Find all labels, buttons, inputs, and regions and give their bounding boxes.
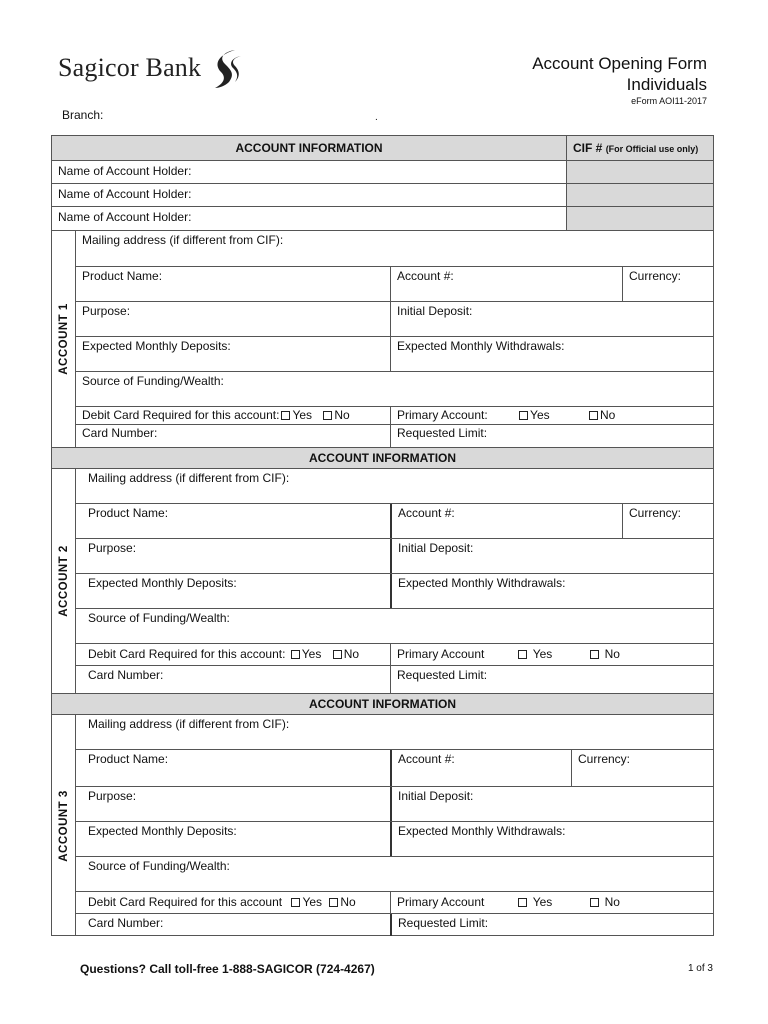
product-row [76, 750, 713, 787]
account-number-field[interactable]: Account #: [390, 750, 571, 786]
mailing-address-field[interactable]: Mailing address (if different from CIF): [82, 233, 284, 247]
primary-yes-checkbox[interactable] [518, 898, 527, 907]
account-2-section [76, 469, 713, 694]
account-number-field[interactable]: Account #: [390, 267, 622, 301]
holder-row-1 [52, 161, 713, 184]
form-title-block [532, 53, 707, 107]
debit-no-checkbox[interactable] [333, 650, 342, 659]
primary-yes-checkbox[interactable] [518, 650, 527, 659]
debit-no-checkbox[interactable] [329, 898, 338, 907]
debit-yes-label: Yes [292, 408, 313, 422]
primary-yes-label: Yes [530, 408, 550, 422]
debit-card-label: Debit Card Required for this account [88, 895, 283, 909]
product-row [76, 504, 713, 539]
eform-code: eForm AOI11-2017 [631, 96, 707, 106]
account-3-side-label: ACCOUNT 3 [52, 715, 76, 936]
primary-account-question [390, 407, 713, 424]
initial-deposit-field[interactable]: Initial Deposit: [390, 787, 713, 821]
sagicor-s-icon [205, 46, 249, 90]
currency-field[interactable]: Currency: [571, 750, 713, 786]
debit-no-checkbox[interactable] [323, 411, 332, 420]
account-1-side-label: ACCOUNT 1 [52, 231, 76, 448]
form-subtitle: Individuals [626, 75, 707, 94]
monthly-withdrawals-field[interactable]: Expected Monthly Withdrawals: [390, 822, 713, 856]
debit-row [76, 407, 713, 425]
monthly-withdrawals-field[interactable]: Expected Monthly Withdrawals: [390, 574, 713, 608]
debit-row [76, 892, 713, 914]
account-2-header: ACCOUNT INFORMATION [52, 448, 713, 469]
primary-no-checkbox[interactable] [590, 898, 599, 907]
initial-deposit-field[interactable]: Initial Deposit: [390, 302, 713, 336]
account-info-header-row [52, 136, 713, 161]
account-3-header: ACCOUNT INFORMATION [52, 694, 713, 715]
primary-account-question [390, 892, 713, 913]
primary-account-question [390, 644, 713, 665]
primary-no-label: No [599, 408, 616, 422]
account-3-section [76, 715, 713, 936]
bank-logo [58, 46, 249, 90]
debit-yes-label: Yes [302, 895, 323, 909]
debit-card-question [76, 644, 390, 665]
card-row [76, 666, 713, 694]
product-name-field[interactable]: Product Name: [88, 752, 169, 766]
source-of-funding-field[interactable]: Source of Funding/Wealth: [82, 374, 224, 388]
debit-card-label: Debit Card Required for this account: [88, 647, 286, 661]
debit-card-question [76, 892, 390, 913]
monthly-deposits-field[interactable]: Expected Monthly Deposits: [88, 824, 237, 838]
primary-yes-checkbox[interactable] [519, 411, 528, 420]
debit-card-question [76, 407, 390, 424]
mailing-row [76, 715, 713, 750]
debit-no-label: No [334, 408, 350, 422]
branch-field-mark: . [375, 112, 378, 123]
requested-limit-field[interactable]: Requested Limit: [390, 914, 713, 936]
bank-name: Sagicor Bank [58, 53, 202, 82]
debit-card-label: Debit Card Required for this account: [82, 408, 280, 422]
purpose-row [76, 302, 713, 337]
primary-no-label: No [604, 647, 620, 661]
debit-row [76, 644, 713, 666]
card-number-field[interactable]: Card Number: [88, 668, 164, 682]
debit-no-label: No [340, 895, 356, 909]
requested-limit-field[interactable]: Requested Limit: [390, 666, 713, 693]
holder-name-field-1[interactable]: Name of Account Holder: [58, 164, 192, 178]
footer-contact: Questions? Call toll-free 1-888-SAGICOR (724-4267) [80, 962, 375, 976]
primary-no-label: No [604, 895, 620, 909]
purpose-field[interactable]: Purpose: [82, 304, 131, 318]
source-row [76, 857, 713, 892]
cif-note: (For Official use only) [605, 144, 699, 154]
monthly-row [76, 822, 713, 857]
currency-field[interactable]: Currency: [622, 504, 713, 538]
debit-no-label: No [343, 647, 360, 661]
product-name-field[interactable]: Product Name: [82, 269, 163, 283]
holder-row-3 [52, 207, 713, 231]
card-row [76, 425, 713, 448]
monthly-row [76, 574, 713, 609]
debit-yes-checkbox[interactable] [281, 411, 290, 420]
card-number-field[interactable]: Card Number: [88, 916, 164, 930]
primary-no-checkbox[interactable] [589, 411, 598, 420]
source-row [76, 609, 713, 644]
monthly-deposits-field[interactable]: Expected Monthly Deposits: [88, 576, 237, 590]
mailing-row [76, 231, 713, 267]
monthly-row [76, 337, 713, 372]
purpose-field[interactable]: Purpose: [88, 789, 137, 803]
mailing-address-field[interactable]: Mailing address (if different from CIF): [88, 717, 290, 731]
source-of-funding-field[interactable]: Source of Funding/Wealth: [88, 611, 230, 625]
cif-field-2 [566, 184, 713, 206]
product-name-field[interactable]: Product Name: [88, 506, 169, 520]
debit-yes-label: Yes [301, 647, 322, 661]
monthly-withdrawals-field[interactable]: Expected Monthly Withdrawals: [390, 337, 713, 371]
cif-field-3 [566, 207, 713, 230]
holder-name-field-2[interactable]: Name of Account Holder: [58, 187, 192, 201]
primary-account-label: Primary Account [397, 647, 485, 661]
cif-header [566, 136, 713, 160]
account-opening-form [51, 135, 714, 936]
page-number: 1 of 3 [687, 963, 713, 974]
primary-account-label: Primary Account [397, 895, 485, 909]
monthly-deposits-field[interactable]: Expected Monthly Deposits: [82, 339, 231, 353]
purpose-field[interactable]: Purpose: [88, 541, 137, 555]
mailing-row [76, 469, 713, 504]
mailing-address-field[interactable]: Mailing address (if different from CIF): [88, 471, 290, 485]
source-row [76, 372, 713, 407]
debit-yes-checkbox[interactable] [291, 898, 300, 907]
purpose-row [76, 787, 713, 822]
account-1-section [76, 231, 713, 448]
branch-label: Branch: [62, 108, 104, 122]
initial-deposit-field[interactable]: Initial Deposit: [390, 539, 713, 573]
account-2-side-label: ACCOUNT 2 [52, 469, 76, 694]
product-row [76, 267, 713, 302]
account-info-header: ACCOUNT INFORMATION [52, 136, 566, 160]
primary-yes-label: Yes [532, 895, 553, 909]
form-title: Account Opening Form [532, 54, 707, 73]
primary-yes-label: Yes [532, 647, 553, 661]
primary-account-label: Primary Account: [397, 408, 488, 422]
debit-yes-checkbox[interactable] [291, 650, 300, 659]
cif-field-1 [566, 161, 713, 183]
requested-limit-field[interactable]: Requested Limit: [390, 425, 713, 447]
purpose-row [76, 539, 713, 574]
holder-name-field-3[interactable]: Name of Account Holder: [58, 210, 192, 224]
card-number-field[interactable]: Card Number: [82, 426, 158, 440]
currency-field[interactable]: Currency: [622, 267, 713, 301]
primary-no-checkbox[interactable] [590, 650, 599, 659]
account-number-field[interactable]: Account #: [390, 504, 622, 538]
cif-label: CIF # [573, 141, 603, 155]
holder-row-2 [52, 184, 713, 207]
source-of-funding-field[interactable]: Source of Funding/Wealth: [88, 859, 230, 873]
card-row [76, 914, 713, 936]
